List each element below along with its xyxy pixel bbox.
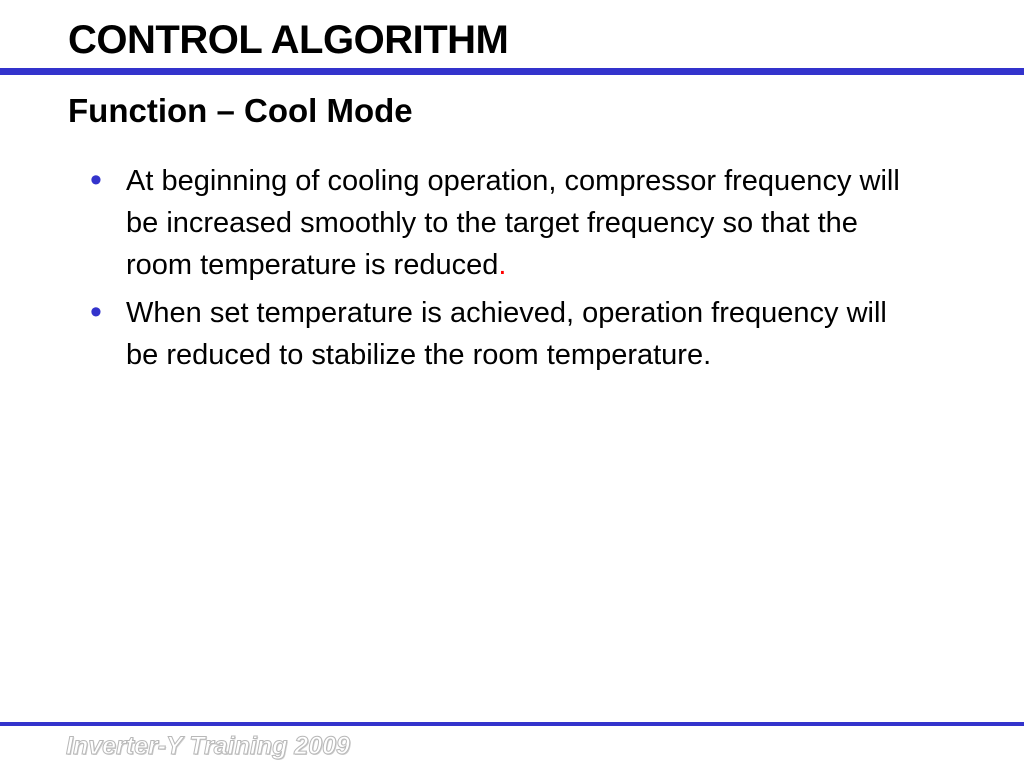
header-divider	[0, 68, 1024, 75]
footer-text: Inverter-Y Training 2009	[66, 732, 350, 760]
bullet-list	[90, 160, 920, 382]
bullet-item	[90, 292, 920, 376]
bullet-text: When set temperature is achieved, operation frequency will be reduced to stabilize the room temperature.	[126, 297, 887, 371]
bullet-item	[90, 160, 920, 286]
slide-title: CONTROL ALGORITHM	[68, 18, 509, 62]
bullet-dot-icon: •	[90, 161, 102, 199]
bullet-red-period: .	[498, 249, 507, 281]
slide-subtitle: Function – Cool Mode	[68, 92, 413, 129]
bullet-text: At beginning of cooling operation, compressor frequency will be increased smoothly to the target frequency so that the room temperature is reduced	[126, 165, 900, 281]
footer-divider	[0, 722, 1024, 726]
bullet-dot-icon: •	[90, 293, 102, 331]
